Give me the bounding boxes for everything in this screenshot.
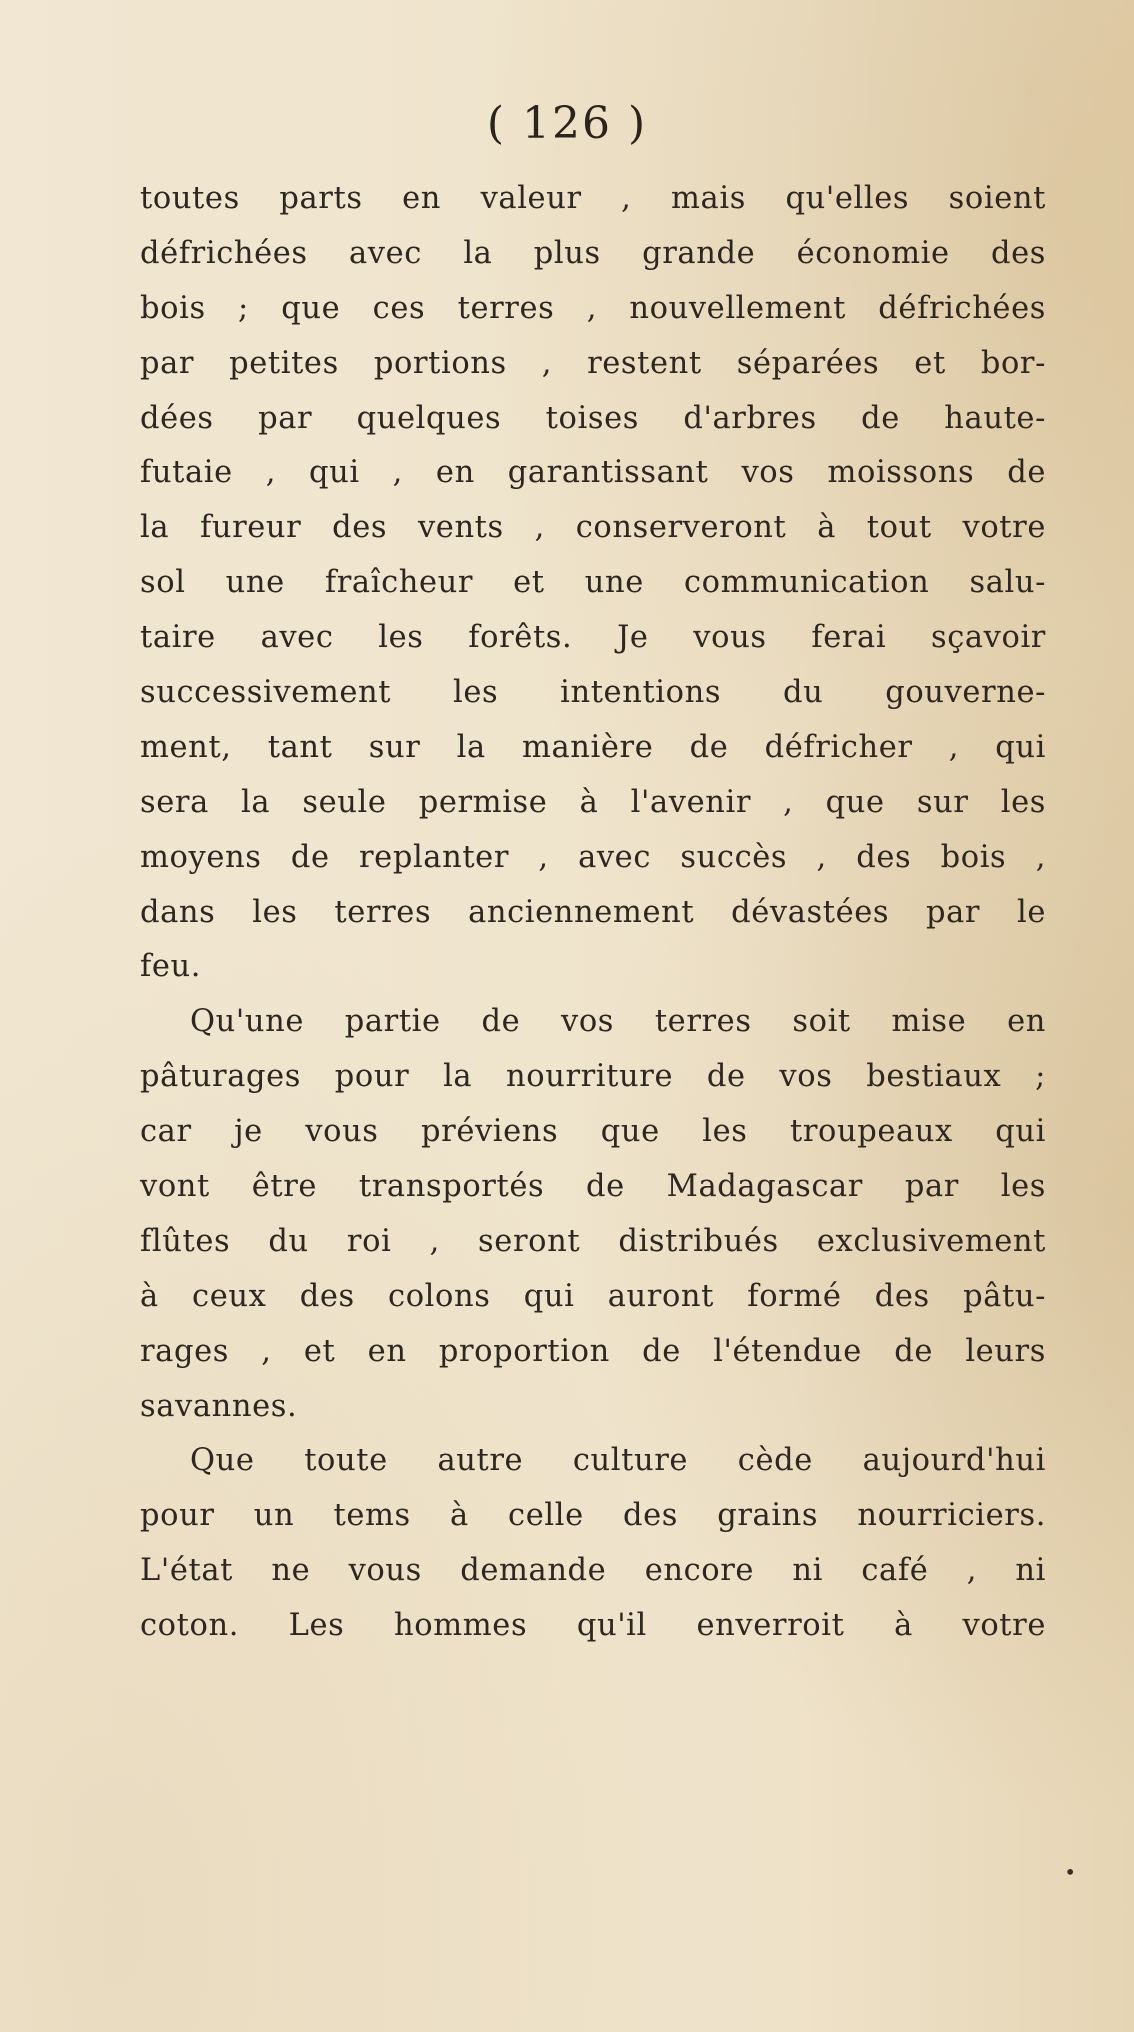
text-line: car je vous préviens que les troupeaux qui xyxy=(140,1114,1046,1150)
text-line: taire avec les forêts. Je vous ferai sçavoir xyxy=(140,620,1046,656)
text-line: vont être transportés de Madagascar par les xyxy=(140,1169,1046,1205)
text-line: dées par quelques toises d'arbres de haute- xyxy=(140,400,1046,436)
text-line: pour un tems à celle des grains nourriciers. xyxy=(140,1498,1046,1534)
text-line: par petites portions , restent séparées et bor- xyxy=(140,345,1046,381)
text-line: flûtes du roi , seront distribués exclusivement xyxy=(140,1223,1046,1259)
text-line: feu. xyxy=(140,949,202,985)
text-line: L'état ne vous demande encore ni café , ni xyxy=(140,1553,1046,1589)
text-line: savannes. xyxy=(140,1388,298,1424)
text-line: à ceux des colons qui auront formé des pâtu- xyxy=(140,1278,1046,1314)
text-line: moyens de replanter , avec succès , des bois , xyxy=(140,839,1046,875)
text-line: Qu'une partie de vos terres soit mise en xyxy=(190,1004,1046,1040)
ink-mark: • xyxy=(1064,1860,1076,1884)
text-line: sera la seule permise à l'avenir , que sur les xyxy=(140,784,1046,820)
text-line: sol une fraîcheur et une communication salu- xyxy=(140,565,1046,601)
text-line: Que toute autre culture cède aujourd'hui xyxy=(190,1443,1046,1479)
text-line: coton. Les hommes qu'il enverroit à votre xyxy=(140,1608,1046,1644)
body-text xyxy=(140,172,1046,1654)
text-line: pâturages pour la nourriture de vos bestiaux ; xyxy=(140,1059,1046,1095)
text-line: rages , et en proportion de l'étendue de leurs xyxy=(140,1333,1046,1369)
text-line: la fureur des vents , conserveront à tout votre xyxy=(140,510,1046,546)
text-line: toutes parts en valeur , mais qu'elles soient xyxy=(140,181,1046,216)
text-line: futaie , qui , en garantissant vos moissons de xyxy=(140,455,1046,491)
text-line: successivement les intentions du gouverne- xyxy=(140,675,1046,711)
text-line: ment, tant sur la manière de défricher , qui xyxy=(140,729,1046,765)
text-line: bois ; que ces terres , nouvellement défrichées xyxy=(140,290,1046,326)
text-line: défrichées avec la plus grande économie des xyxy=(140,235,1046,271)
page-number: ( 126 ) xyxy=(486,98,648,149)
text-line: dans les terres anciennement dévastées par le xyxy=(140,894,1046,930)
